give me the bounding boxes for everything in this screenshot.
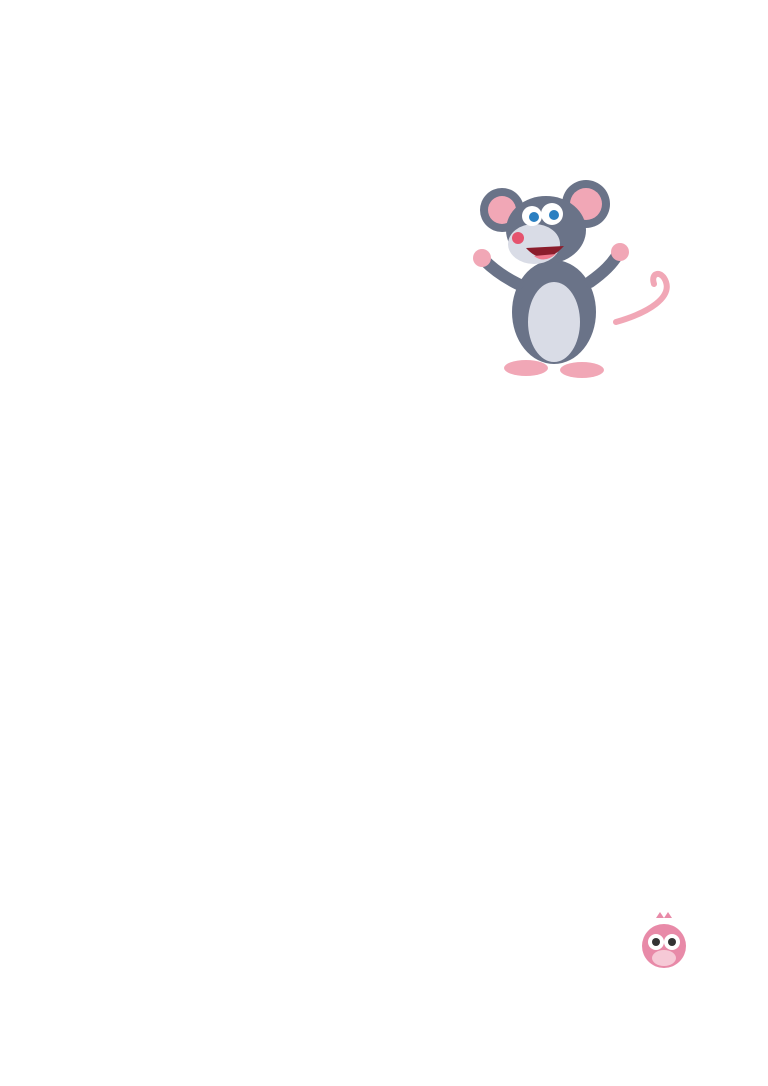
paperclip-border-left xyxy=(40,0,70,1086)
words-table xyxy=(99,492,668,919)
paperclip-border-bottom xyxy=(0,1024,768,1054)
paperclip-border-top xyxy=(0,32,768,62)
paperclip-border-right xyxy=(712,0,742,1086)
owl-logo xyxy=(632,912,696,998)
mouse-illustration xyxy=(466,172,682,386)
